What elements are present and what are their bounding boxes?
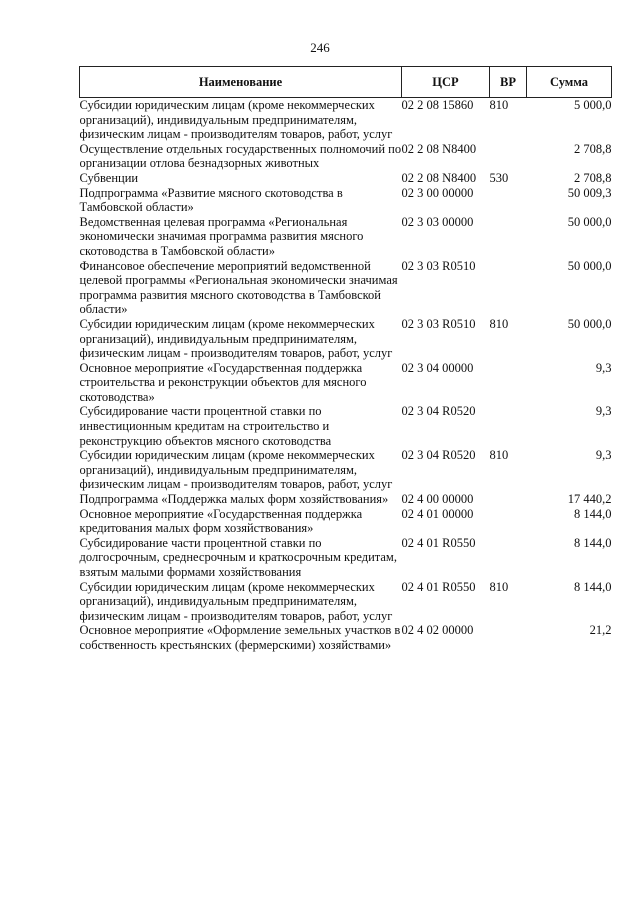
table-row — [80, 186, 612, 215]
row-name-cell: Осуществление отдельных государственных полномочий по организации отлова безнадзорных животных — [79, 141, 402, 171]
row-name-cell: Основное мероприятие «Государственная поддержка строительства и реконструкции объектов для мясного скотоводства» — [79, 360, 367, 404]
row-csr-cell: 02 2 08 15860 — [401, 98, 474, 112]
row-vr-cell — [490, 623, 527, 652]
row-vr-cell — [490, 536, 527, 580]
column-header-vr: ВР — [490, 67, 527, 98]
table-header-row — [80, 67, 612, 98]
table-row — [80, 98, 612, 142]
row-vr-cell — [490, 142, 527, 171]
row-sum-cell: 9,3 — [595, 448, 612, 463]
budget-table — [79, 66, 612, 653]
table-row — [80, 171, 612, 186]
row-csr-cell: 02 3 03 R0510 — [401, 258, 476, 273]
row-name-cell: Субвенции — [79, 170, 139, 185]
row-sum-cell: 5 000,0 — [574, 98, 612, 112]
row-vr-cell — [490, 215, 527, 259]
row-sum-cell: 50 009,3 — [567, 185, 612, 200]
row-name-cell: Субсидии юридическим лицам (кроме некоммерческих организаций), индивидуальным предпринимателям, физическим лицам - производителям товаров, работ, услуг — [79, 448, 393, 492]
table-body — [80, 98, 612, 653]
table-row — [80, 259, 612, 317]
row-vr-cell: 810 — [489, 448, 509, 463]
row-vr-cell — [490, 492, 527, 507]
row-name-cell: Финансовое обеспечение мероприятий ведомственной целевой программы «Региональная экономически значимая программа развития мясного скотоводства в Тамбовской области» — [79, 258, 398, 317]
row-csr-cell: 02 3 04 R0520 — [401, 404, 476, 419]
row-sum-cell: 50 000,0 — [567, 214, 612, 229]
row-sum-cell: 8 144,0 — [574, 506, 612, 521]
row-name-cell: Субсидии юридическим лицам (кроме некоммерческих организаций), индивидуальным предпринимателям, физическим лицам - производителям товаров, работ, услуг — [79, 579, 393, 623]
row-csr-cell: 02 3 03 00000 — [401, 214, 474, 229]
table-row — [80, 361, 612, 405]
row-csr-cell: 02 3 04 00000 — [401, 360, 474, 375]
row-name-cell: Субсидии юридическим лицам (кроме некоммерческих организаций), индивидуальным предпринимателям, физическим лицам - производителям товаров, работ, услуг — [79, 316, 393, 361]
row-vr-cell: 810 — [489, 98, 509, 112]
column-header-csr: ЦСР — [402, 67, 490, 98]
table-row — [80, 507, 612, 536]
table-row — [80, 448, 612, 492]
row-csr-cell: 02 4 00 00000 — [401, 492, 474, 507]
row-name-cell: Субсидирование части процентной ставки по долгосрочным, среднесрочным и краткосрочным кредитам, взятым малыми формами хозяйствования — [79, 535, 397, 579]
table-row — [80, 215, 612, 259]
row-csr-cell: 02 2 08 N8400 — [401, 170, 477, 185]
row-csr-cell: 02 3 03 R0510 — [401, 316, 476, 331]
row-sum-cell: 9,3 — [595, 404, 612, 419]
table-row — [80, 536, 612, 580]
row-csr-cell: 02 3 04 R0520 — [401, 448, 476, 463]
row-vr-cell: 530 — [489, 170, 509, 185]
row-sum-cell: 2 708,8 — [574, 170, 612, 185]
row-vr-cell — [490, 361, 527, 405]
row-sum-cell: 2 708,8 — [574, 141, 612, 156]
row-sum-cell: 50 000,0 — [567, 258, 612, 273]
row-sum-cell: 50 000,0 — [567, 316, 612, 331]
row-csr-cell: 02 3 00 00000 — [401, 185, 474, 200]
row-csr-cell: 02 4 01 R0550 — [401, 579, 476, 594]
column-header-name: Наименование — [80, 67, 402, 98]
row-sum-cell: 17 440,2 — [567, 492, 612, 507]
row-name-cell: Подпрограмма «Поддержка малых форм хозяйствования» — [79, 492, 389, 507]
row-name-cell: Основное мероприятие «Государственная поддержка кредитования малых форм хозяйствования» — [79, 506, 363, 536]
row-name-cell: Субсидии юридическим лицам (кроме некоммерческих организаций), индивидуальным предпринимателям, физическим лицам - производителям товаров, работ, услуг — [79, 98, 393, 142]
row-sum-cell: 9,3 — [595, 360, 612, 375]
row-name-cell: Субсидирование части процентной ставки по инвестиционным кредитам на строительство и реконструкцию объектов мясного скотоводства — [79, 404, 332, 448]
row-csr-cell: 02 2 08 N8400 — [401, 141, 477, 156]
row-vr-cell: 810 — [489, 579, 509, 594]
row-vr-cell — [490, 404, 527, 448]
table-row — [80, 492, 612, 507]
row-vr-cell: 810 — [489, 316, 509, 331]
table-row — [80, 580, 612, 624]
column-header-sum: Сумма — [527, 67, 612, 98]
table-row — [80, 317, 612, 361]
row-name-cell: Основное мероприятие «Оформление земельных участков в собственность крестьянских (фермерскими) хозяйствами» — [79, 623, 401, 652]
row-csr-cell: 02 4 01 00000 — [401, 506, 474, 521]
row-name-cell: Подпрограмма «Развитие мясного скотоводства в Тамбовской области» — [79, 185, 343, 215]
table-row — [80, 623, 612, 652]
row-sum-cell: 8 144,0 — [574, 535, 612, 550]
row-vr-cell — [490, 507, 527, 536]
row-csr-cell: 02 4 02 00000 — [401, 623, 474, 638]
row-csr-cell: 02 4 01 R0550 — [401, 535, 476, 550]
row-sum-cell: 21,2 — [589, 623, 612, 638]
page-number: 246 — [310, 40, 330, 55]
row-sum-cell: 8 144,0 — [574, 579, 612, 594]
table-row — [80, 142, 612, 171]
row-vr-cell — [490, 186, 527, 215]
table-row — [80, 404, 612, 448]
row-name-cell: Ведомственная целевая программа «Региональная экономически значимая программа развития мясного скотоводства в Тамбовской области» — [79, 214, 364, 258]
row-vr-cell — [490, 259, 527, 317]
